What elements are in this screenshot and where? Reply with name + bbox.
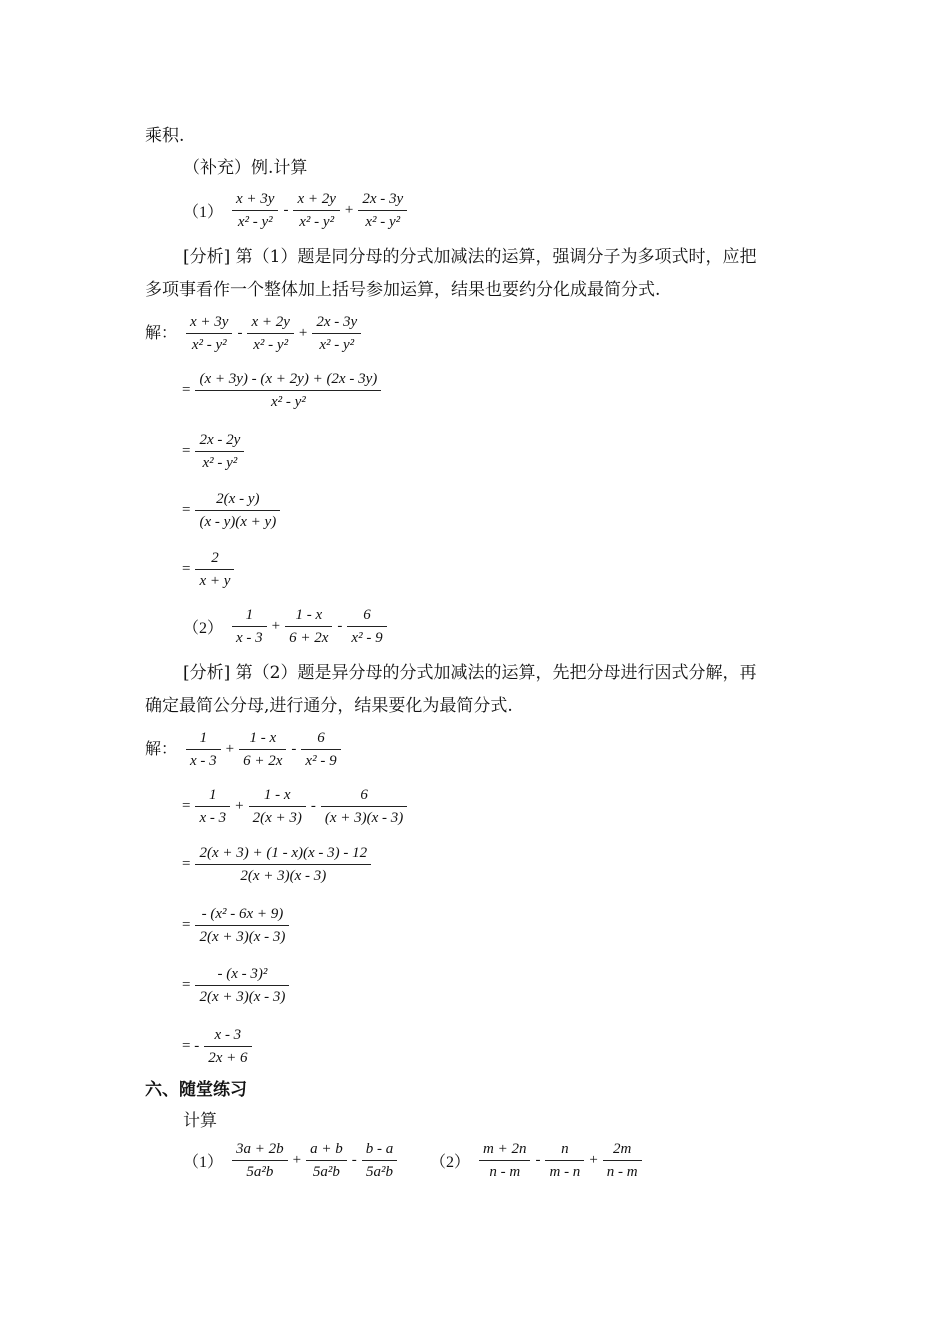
solution-2-step-5	[180, 1026, 255, 1067]
operator: +	[271, 618, 281, 634]
equals-sign: =	[182, 917, 191, 933]
operator: +	[589, 1152, 598, 1168]
fraction	[195, 905, 289, 946]
problem-2-label: （2）	[183, 620, 224, 637]
operator: -	[237, 325, 243, 341]
numerator: 1 - x	[249, 730, 277, 746]
calc-label: 计算	[183, 1111, 217, 1131]
analysis-1-line-1: [分析] 第（1）题是同分母的分式加减法的运算，强调分子为多项式时，应把	[183, 247, 757, 267]
fraction	[232, 190, 278, 231]
fraction	[358, 190, 407, 231]
numerator: 6	[363, 607, 371, 623]
operator: +	[344, 202, 354, 218]
denominator: x² - y²	[299, 214, 335, 230]
denominator: x² - y²	[237, 214, 273, 230]
exercise-2	[430, 1140, 645, 1181]
equals-sign: =	[182, 382, 191, 398]
numerator: 2	[211, 550, 219, 566]
analysis-2-line-1: [分析] 第（2）题是异分母的分式加减法的运算，先把分母进行因式分解，再	[183, 663, 757, 683]
fraction	[195, 965, 289, 1006]
numerator: (x + 3y) - (x + 2y) + (2x - 3y)	[199, 371, 378, 387]
solution-1-step-4	[180, 549, 237, 590]
problem-1-label: （1）	[183, 204, 224, 221]
numerator: a + b	[310, 1141, 343, 1157]
numerator: x - 3	[214, 1027, 242, 1043]
operator: +	[235, 798, 244, 814]
numerator: 2x - 3y	[316, 314, 358, 330]
supplement-title: （补充）例.计算	[183, 158, 308, 178]
denominator: n - m	[489, 1164, 521, 1180]
equals-sign: =	[182, 502, 191, 518]
numerator: x + 3y	[190, 314, 229, 330]
denominator: x² - y²	[365, 214, 401, 230]
fraction	[321, 786, 407, 827]
numerator: x + 3y	[236, 191, 275, 207]
solve-label: 解：	[145, 324, 178, 342]
section-heading: 六、随堂练习	[145, 1080, 247, 1100]
solution-1-step-3	[180, 490, 283, 531]
fraction	[301, 729, 340, 770]
operator: -	[283, 202, 289, 218]
fraction	[247, 313, 293, 354]
fraction	[195, 549, 234, 590]
solution-1-step-2	[180, 431, 247, 472]
analysis-1-line-2: 多项事看作一个整体加上括号参加运算，结果也要约分化成最简分式.	[145, 280, 661, 300]
denominator: m - n	[549, 1164, 581, 1180]
fraction	[186, 729, 221, 770]
numerator: 2(x - y)	[216, 491, 260, 507]
fraction	[545, 1140, 584, 1181]
denominator: (x - y)(x + y)	[199, 514, 277, 530]
fraction	[204, 1026, 251, 1067]
denominator: 5a²b	[312, 1164, 340, 1180]
denominator: x² - 9	[351, 630, 383, 646]
equals-sign: =	[182, 856, 191, 872]
denominator: 6 + 2x	[243, 753, 283, 769]
fraction	[232, 606, 267, 647]
analysis-2-line-2: 确定最简公分母,进行通分，结果要化为最简分式.	[145, 696, 513, 716]
exercise-1	[183, 1140, 400, 1181]
equals-minus-sign: = -	[182, 1038, 200, 1054]
numerator: x + 2y	[297, 191, 336, 207]
denominator: 2(x + 3)(x - 3)	[240, 868, 327, 884]
numerator: x + 2y	[251, 314, 290, 330]
denominator: x² - y²	[270, 394, 306, 410]
numerator: 6	[360, 787, 368, 803]
solution-1-start	[145, 313, 364, 354]
denominator: 5a²b	[365, 1164, 393, 1180]
numerator: - (x - 3)²	[217, 966, 268, 982]
exercise-1-label: （1）	[183, 1154, 224, 1171]
numerator: 2x - 3y	[362, 191, 404, 207]
top-text: 乘积.	[145, 126, 185, 146]
fraction	[312, 313, 361, 354]
denominator: x - 3	[236, 630, 263, 646]
numerator: 3a + 2b	[236, 1141, 284, 1157]
problem-1	[183, 190, 410, 231]
numerator: 1 - x	[295, 607, 323, 623]
numerator: 1	[209, 787, 217, 803]
denominator: 2(x + 3)	[252, 810, 302, 826]
fraction	[306, 1140, 347, 1181]
denominator: x² - y²	[202, 455, 238, 471]
operator: -	[351, 1152, 357, 1168]
denominator: x + y	[199, 573, 231, 589]
fraction	[239, 729, 286, 770]
denominator: 5a²b	[246, 1164, 274, 1180]
operator: -	[291, 741, 297, 757]
fraction	[285, 606, 332, 647]
solution-2-step-2	[180, 844, 374, 885]
fraction	[347, 606, 386, 647]
numerator: 6	[317, 730, 325, 746]
problem-2	[183, 606, 390, 647]
numerator: n	[561, 1141, 569, 1157]
fraction	[195, 370, 381, 411]
numerator: 2x - 2y	[199, 432, 241, 448]
fraction	[479, 1140, 530, 1181]
equals-sign: =	[182, 798, 191, 814]
numerator: 1	[199, 730, 208, 746]
solution-2-step-4	[180, 965, 292, 1006]
numerator: b - a	[365, 1141, 394, 1157]
fraction	[195, 844, 371, 885]
denominator: 2(x + 3)(x - 3)	[199, 989, 286, 1005]
denominator: x - 3	[199, 810, 227, 826]
operator: +	[298, 325, 308, 341]
equals-sign: =	[182, 443, 191, 459]
numerator: - (x² - 6x + 9)	[201, 906, 284, 922]
numerator: m + 2n	[483, 1141, 527, 1157]
operator: -	[310, 798, 316, 814]
fraction	[186, 313, 232, 354]
solution-1-step-1	[180, 370, 384, 411]
exercise-2-label: （2）	[430, 1154, 471, 1171]
fraction	[362, 1140, 398, 1181]
denominator: n - m	[606, 1164, 638, 1180]
denominator: x² - y²	[253, 337, 289, 353]
operator: +	[225, 741, 235, 757]
solution-2-step-1	[180, 786, 410, 827]
denominator: x² - 9	[305, 753, 337, 769]
numerator: 1 - x	[263, 787, 291, 803]
denominator: 2x + 6	[208, 1050, 248, 1066]
numerator: 2(x + 3) + (1 - x)(x - 3) - 12	[199, 845, 368, 861]
denominator: x - 3	[190, 753, 217, 769]
denominator: 2(x + 3)(x - 3)	[199, 929, 286, 945]
denominator: x² - y²	[319, 337, 355, 353]
fraction	[293, 190, 339, 231]
operator: +	[292, 1152, 302, 1168]
denominator: x² - y²	[191, 337, 227, 353]
operator: -	[535, 1152, 541, 1168]
numerator: 2m	[613, 1141, 632, 1157]
equals-sign: =	[182, 977, 191, 993]
operator: -	[337, 618, 343, 634]
denominator: (x + 3)(x - 3)	[324, 810, 404, 826]
fraction	[195, 431, 244, 472]
solution-2-start	[145, 729, 344, 770]
fraction	[249, 786, 306, 827]
equals-sign: =	[182, 561, 191, 577]
fraction	[195, 786, 230, 827]
numerator: 1	[245, 607, 254, 623]
fraction	[603, 1140, 642, 1181]
denominator: 6 + 2x	[289, 630, 329, 646]
solve-label: 解：	[145, 740, 178, 758]
fraction	[195, 490, 280, 531]
solution-2-step-3	[180, 905, 292, 946]
fraction	[232, 1140, 288, 1181]
